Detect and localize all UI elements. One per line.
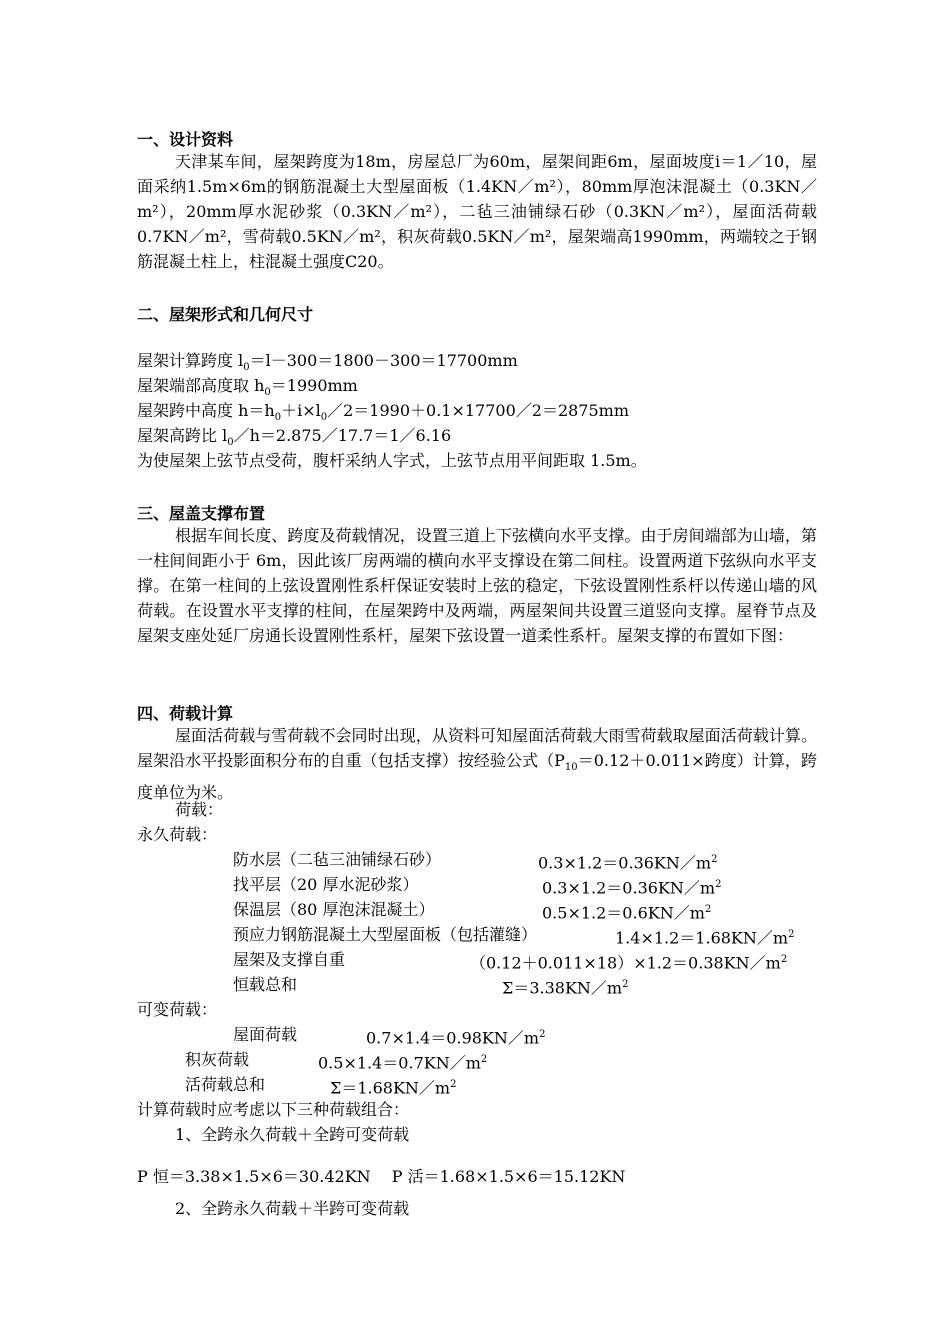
load-label: 荷载：: [175, 800, 224, 819]
section-2-heading: 二、屋架形式和几何尺寸: [137, 305, 314, 324]
web-layout-line: 为使屋架上弦节点受荷，腹杆采纳人字式，上弦节点用平间距取 1.5m。: [137, 451, 647, 470]
perm-item-value: $0.3\times 1.2=0.36KN/m^2$: [542, 878, 722, 898]
perm-total-name: 恒载总和: [233, 975, 298, 994]
var-item-name: 积灰荷载: [185, 1050, 250, 1069]
combination-1: 1、全跨永久荷载＋全跨可变荷载: [175, 1125, 410, 1144]
perm-item-value: $0.3\times 1.2=0.36KN/m^2$: [538, 853, 718, 873]
mid-height-line: 屋架跨中高度 $h=h_0+i\times l_0/2=1990+0.1\times 17700/2=2875mm$: [137, 401, 630, 424]
perm-item-name: 找平层（20 厚水泥砂浆）: [233, 875, 419, 894]
perm-item-value: $(0.12+0.011\times 18)\times 1.2=0.38KN/m^2$: [470, 953, 788, 973]
section-3-heading: 三、屋盖支撑布置: [137, 504, 266, 523]
combination-2: 2、全跨永久荷载＋半跨可变荷载: [175, 1199, 410, 1218]
perm-item-value: $0.5\times 1.2=0.6KN/m^2$: [542, 903, 712, 923]
ratio-line: 屋架高跨比 $l_0/h=2.875/17.7=1/6.16$: [137, 426, 452, 449]
perm-total-value: $\Sigma=3.38KN/m^2$: [502, 978, 629, 998]
perm-item-name: 屋架及支撑自重: [233, 950, 346, 969]
var-total-name: 活荷载总和: [185, 1075, 266, 1094]
var-item-name: 屋面荷载: [233, 1025, 298, 1044]
var-item-value: $0.7\times 1.4=0.98KN/m^2$: [366, 1028, 546, 1048]
point-load-line: P 恒＝3.38×1.5×6＝30.42KN P 活＝1.68×1.5×6＝15.12KN: [137, 1167, 626, 1186]
section-4-paragraph: 屋面活荷载与雪荷载不会同时出现，从资料可知屋面活荷载大雨雪荷载取屋面活荷载计算。屋架沿水平投影面积分布的自重（包括支撑）按经验公式（$P_{10}=0.12+0.011\times$跨度）计算，跨度单位为米。: [137, 726, 817, 803]
section-4-heading: 四、荷载计算: [137, 704, 234, 723]
section-3-paragraph: 根据车间长度、跨度及荷载情况，设置三道上下弦横向水平支撑。由于房间端部为山墙，第一柱间间距小于 6m，因此该厂房两端的横向水平支撑设在第二间柱。设置两道下弦纵向水平支撑。在第一柱间的上弦设置刚性系杆保证安装时上弦的稳定，下弦设置刚性系杆以传递山墙的风荷载。在设置水平支撑的柱间，在屋架跨中及两端，两屋架间共设置三道竖向支撑。屋脊节点及屋架支座处延厂房通长设置刚性系杆，屋架下弦设置一道柔性系杆。屋架支撑的布置如下图：: [137, 526, 817, 645]
section-1-paragraph: 天津某车间，屋架跨度为18m，房屋总厂为60m，屋架间距6m，屋面坡度i＝1／10，屋面采纳1.5m×6m的钢筋混凝土大型屋面板（1.4KN／m²），80mm厚泡沫混凝土（0.3KN／m²），20mm厚水泥砂浆（0.3KN／m²），二毡三油铺绿石砂（0.3KN／m²），屋面活荷载0.7KN／m²，雪荷载0.5KN／m²，积灰荷载0.5KN／m²，屋架端高1990mm，两端较之于钢筋混凝土柱上，柱混凝土强度C20。: [137, 152, 817, 271]
perm-item-value: $1.4\times 1.2=1.68KN/m^2$: [615, 928, 795, 948]
var-total-value: $\Sigma=1.68KN/m^2$: [330, 1078, 457, 1098]
span-line: 屋架计算跨度 $l_0=l-300=1800-300=17700mm$: [137, 351, 518, 374]
section-1-heading: 一、设计资料: [137, 130, 234, 149]
perm-item-name: 预应力钢筋混凝土大型屋面板（包括灌缝）: [233, 925, 538, 944]
combination-intro: 计算荷载时应考虑以下三种荷载组合：: [137, 1100, 410, 1119]
end-height-line: 屋架端部高度取 $h_0=1990mm$: [137, 376, 358, 399]
perm-item-name: 保温层（80 厚泡沫混凝土）: [233, 900, 435, 919]
perm-item-name: 防水层（二毡三油铺绿石砂）: [233, 850, 442, 869]
permanent-load-label: 永久荷载：: [137, 825, 218, 844]
variable-load-label: 可变荷载：: [137, 1000, 218, 1019]
var-item-value: $0.5\times 1.4=0.7KN/m^2$: [318, 1053, 488, 1073]
